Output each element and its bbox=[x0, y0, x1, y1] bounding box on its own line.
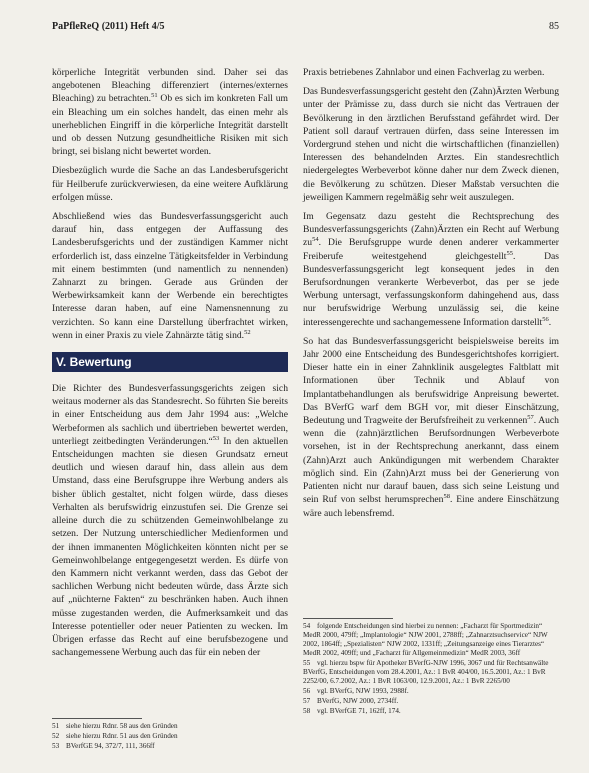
footnote-ref: 54 bbox=[312, 236, 319, 244]
footnotes-left bbox=[52, 718, 288, 752]
section-heading-text: V. Bewertung bbox=[56, 355, 132, 370]
footnote bbox=[303, 659, 559, 686]
right-column bbox=[303, 66, 559, 526]
footnote bbox=[303, 622, 559, 658]
footnote-text: folgende Entscheidungen sind hierbei zu nennen: „Facharzt für Sportmedizin“ MedR 2000, 479ff; „Implantologie“ NJW 2001, 2788ff; „Zahnarztsuchservice“ NJW 2002, 1864ff; „Spezialisten“ NJW 2002, 1331ff; „Zeitungsanzeige eines Tierarztes“ MedR 2002, 409ff; und „Facharzt für Allgemeinmedizin“ MedR 2003, 36ff bbox=[303, 622, 548, 657]
footnote-text: siehe hierzu Rdnr. 58 aus den Gründen bbox=[66, 722, 178, 730]
page-header bbox=[52, 20, 559, 34]
paragraph-text: Die Richter des Bundesverfassungsgerichts zeigen sich weitaus moderner als das Standesrecht. So führten Sie bereits in einer Entscheidung aus dem Jahr 1994 aus: „Welche Werbeformen als sachlich und übertrieben bewertet werden, unterliegt zeitbedingten Veränderungen.“ bbox=[52, 383, 288, 447]
paragraph: Das Bundesverfassungsgericht gesteht den (Zahn)Ärzten Werbung unter der Prämisse zu, dass durch sie nicht das Vertrauen der Bevölkerung in den ärztlichen Berufsstand gefährdet wird. Der Patient soll darauf vertrauen dürfen, dass seine Interessen im Vordergrund stehen und nicht die wirtschaftlichen (finanziellen) Interessen des behandelnden Arztes. Ein standesrechtlich niedergelegtes Werbeverbot könne daher nur dem Zweck dienen, die Bevölkerung zu schützen. Dieser Maßstab versuchten die jeweiligen Kammern regelmäßig sehr weit auszulegen. bbox=[303, 86, 559, 203]
paragraph-text: In den aktuellen Entscheidungen machten sie diesen Grundsatz erneut deutlich und wiesen darauf hin, dass allein aus dem Umstand, dass eine Berufsgruppe ihre Werbung anders als bisher üblich gestaltet, nicht folgen würde, dass dieses Verhalten als berufswidrig einzustufen sei. Die Grenze sei alleine durch die zu schützenden Gemeinwohlbelange zu setzen. Der Nutzung unterschiedlicher Medienformen und der ihnen immanenten Möglichkeiten könnten nicht per se Gemeinwohlbelange entgegengesetzt werden. Es dürfe von den Kammern nicht verkannt werden, dass das Gebot der sachlichen Werbung nicht bedeuten würde, dass Ärzte sich auf „nüchterne Fakten“ zu beschränken haben. Auch ihnen müsse zugestanden werden, die Aufmerksamkeit und das Interesse potentieller oder neuer Patienten zu wecken. Im Übrigen erfasse das Recht auf eine berufsbezogene und sachangemessene Werbung auch das für ein neben der bbox=[52, 435, 288, 659]
footnote-number: 58 bbox=[303, 707, 311, 715]
footnote-text: BVerfG, NJW 2000, 2734ff. bbox=[317, 697, 399, 705]
footnote-text: vgl. BVerfG, NJW 1993, 2988f. bbox=[317, 687, 409, 695]
paragraph-text: So hat das Bundesverfassungsgericht beispielsweise bereits im Jahr 2000 eine Entscheidung des Bundesgerichtshofes korrigiert. Dieser hatte ein in einer Zahnklinik ausgelegtes Faltblatt mit Informationen über Technik und Ablauf von Implantatbehandlungen als berufswidrige Anpreisung bewertet. Das BVerfG warf dem BGH vor, mit dieser Einschätzung, Bedeutung und Tragweite der Berufsfreiheit zu verkennen bbox=[303, 335, 559, 427]
paragraph-text: . Die Berufsgruppe wurde denen anderer verkammerter Freiberufe weitestgehend gleichgestellt bbox=[303, 237, 559, 262]
footnote-divider bbox=[52, 718, 142, 719]
paragraph-text: Im Gegensatz dazu gesteht die Rechtsprechung des Bundesverfassungsgerichts (Zahn)Ärzten ein Recht auf Werbung zu bbox=[303, 211, 559, 249]
footnote bbox=[52, 742, 288, 751]
footnote bbox=[303, 687, 559, 696]
page-number: 85 bbox=[549, 21, 559, 32]
paragraph-text: . bbox=[548, 316, 552, 328]
footnote-number: 55 bbox=[303, 659, 311, 667]
footnote-number: 54 bbox=[303, 622, 311, 630]
footnote-ref: 55 bbox=[506, 249, 513, 257]
paragraph-text: . Eine andere Einschätzung wäre auch lebensfremd. bbox=[303, 494, 559, 519]
footnote-number: 53 bbox=[52, 742, 60, 750]
paragraph bbox=[303, 335, 559, 520]
paragraph bbox=[52, 210, 288, 342]
footnote bbox=[303, 707, 559, 716]
footnote-ref: 53 bbox=[212, 434, 220, 442]
footnote-text: vgl. hierzu bspw für Apotheker BVerfG-NJW 1996, 3067 und für Rechtsanwälte BVerfG, Entscheidungen vom 28.4.2001, Az.: 1 BvR 404/00, 16.5.2001, Az.: 1 BvR 2252/00, 6.7.2002, Az.: 1 BvR 1063/00, 12.9.2001, Az.: 1 BvR 2265/00 bbox=[303, 659, 549, 685]
paragraph-text: Ob es sich im konkreten Fall um ein Bleaching um ein solches handelt, das einen mehr als unerheblichen Eingriff in die körperliche Integrität darstellt und ob dessen Nutzung gesundheitliche Risiken mit sich bringt, sei bislang nicht bewertet worden. bbox=[52, 93, 288, 158]
footnote bbox=[303, 697, 559, 706]
footnote-number: 57 bbox=[303, 697, 311, 705]
footnote bbox=[52, 732, 288, 741]
footnote-ref: 57 bbox=[527, 413, 534, 421]
footnote bbox=[52, 722, 288, 731]
footnote-text: siehe hierzu Rdnr. 51 aus den Gründen bbox=[66, 732, 178, 740]
footnotes-right bbox=[303, 618, 559, 717]
footnote-ref: 51 bbox=[151, 92, 158, 100]
footnote-number: 52 bbox=[52, 732, 60, 740]
footnote-number: 51 bbox=[52, 722, 60, 730]
footnote-number: 56 bbox=[303, 687, 311, 695]
paragraph: Diesbezüglich wurde die Sache an das Landesberufsgericht für Heilberufe zurückverwiesen, da eine weitere Aufklärung erfolgen müsse. bbox=[52, 165, 288, 203]
paragraph bbox=[52, 66, 288, 158]
footnote-text: vgl. BVerfGE 71, 162ff, 174. bbox=[317, 707, 401, 715]
footnote-text: BVerfGE 94, 372/7, 111, 366ff bbox=[66, 742, 155, 750]
paragraph: Praxis betriebenes Zahnlabor und einen Fachverlag zu werben. bbox=[303, 67, 545, 78]
paragraph-text: . Auch wenn die (zahn)ärztlichen Berufsordnungen Werbeverbote vorsehen, ist in der Rechtsprechung anerkannt, dass einem (Zahn)Arzt auch Ankündigungen mit werbendem Charakter möglich sind. Ein (Zahn)Arzt muss bei der Generierung von Patienten nicht nur darauf bauen, dass sich seine Leistung und sein Ruf von selbst herumsprechen bbox=[303, 415, 559, 506]
footnote-ref: 56 bbox=[542, 315, 549, 323]
journal-title: PaPfleReQ (2011) Heft 4/5 bbox=[52, 21, 165, 32]
section-heading bbox=[52, 352, 288, 372]
footnote-ref: 52 bbox=[244, 328, 251, 336]
paragraph-text: . Das Bundesverfassungsgericht legt konsequent jedes in den Berufsordnungen verankerte Werbeverbot, das per se jede Werbung untersagt, verfassungskonform dahingehend aus, dass nur berufswidrige Werbung unzulässig sei, die keine interessengerechte und sachangemessene Information darstellt bbox=[303, 250, 560, 328]
footnote-ref: 58 bbox=[443, 493, 450, 501]
paragraph-text: körperliche Integrität verbunden sind. Daher sei das angebotenen Bleaching differenziert (internes/externes Bleaching) zu betrachten. bbox=[52, 67, 288, 105]
paragraph bbox=[303, 210, 559, 329]
left-column bbox=[52, 66, 288, 665]
footnote-divider bbox=[303, 618, 393, 619]
paragraph bbox=[52, 382, 288, 659]
paragraph-text: Abschließend wies das Bundesverfassungsgericht auch darauf hin, dass entgegen der Auffassung des Landesberufsgerichts und der zuständigen Kammer nicht erforderlich ist, dass einzelne Tätigkeitsfelder in Verbindung mit einem bestimmten (und namentlich zu nennenden) Zahnarzt zu bringen. Gerade aus Gründen der Werbewirksamkeit kann der Werbende ein berechtigtes Interesse daran haben, auf eine Namensnennung zu verzichten. So kann eine Darstellung überfrachtet wirken, wenn in einer Praxis zu viele Zahnärzte tätig sind. bbox=[52, 211, 288, 341]
